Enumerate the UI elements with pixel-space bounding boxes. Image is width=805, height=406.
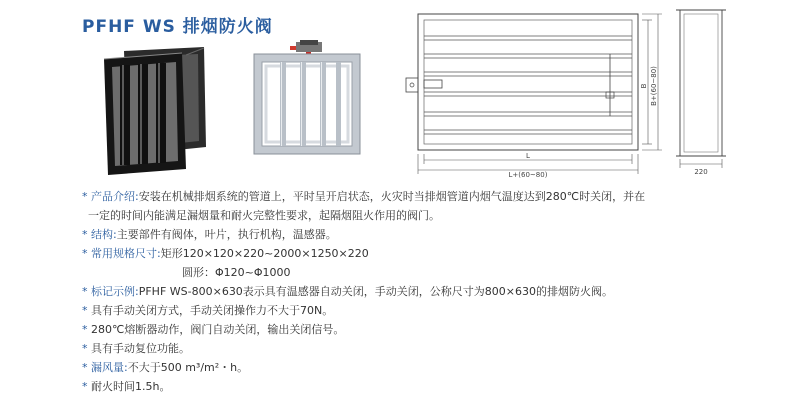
spec-fuse: * 280℃熔断器动作，阀门自动关闭，输出关闭信号。 [82, 323, 345, 336]
dimension-l-label: L [526, 152, 530, 160]
spec-text: 具有手动关闭方式，手动关闭操作力不大于70N。 [91, 304, 334, 317]
dimension-b-label: B [640, 83, 648, 89]
spec-label: 漏风量: [91, 361, 128, 374]
spec-text: 安装在机械排烟系统的管道上，平时呈开启状态，火灾时当排烟管道内烟气温度达到280℃时关闭，并在 [138, 190, 646, 203]
spec-marking: * 标记示例:PFHF WS-800×630表示具有温感器自动关闭，手动关闭，公称尺寸为800×630的排烟防火阀。 [82, 285, 614, 298]
dimension-l-plus-label: L+(60~80) [508, 171, 548, 178]
spec-structure: * 结构:主要部件有阀体，叶片，执行机构，温感器。 [82, 228, 337, 241]
dimension-depth-label: 220 [694, 168, 708, 176]
spec-size: * 常用规格尺寸:矩形120×120×220~2000×1250×220 [82, 247, 369, 260]
galvanized-damper-photo [246, 40, 368, 162]
page-title: PFHF WS 排烟防火阀 [82, 17, 273, 37]
spec-intro-cont [82, 206, 782, 225]
spec-text: 圆形：Φ120~Φ1000 [182, 266, 291, 279]
spec-text: 具有手动复位功能。 [91, 342, 190, 355]
spec-text: 耐火时间1.5h。 [91, 380, 171, 393]
spec-text: 矩形120×120×220~2000×1250×220 [160, 247, 369, 260]
spec-reset: * 具有手动复位功能。 [82, 342, 190, 355]
spec-text: 不大于500 m³/m²・h。 [127, 361, 249, 374]
spec-label: 产品介绍: [91, 190, 139, 203]
spec-fire-resistance: * 耐火时间1.5h。 [82, 380, 171, 393]
spec-text: 280℃熔断器动作，阀门自动关闭，输出关闭信号。 [91, 323, 345, 336]
spec-manual-close: * 具有手动关闭方式，手动关闭操作力不大于70N。 [82, 304, 334, 317]
spec-label: 常用规格尺寸: [91, 247, 161, 260]
black-damper-photo [98, 45, 210, 177]
spec-intro: * 产品介绍:安装在机械排烟系统的管道上，平时呈开启状态，火灾时当排烟管道内烟气温度达到280℃时关闭，并在 [82, 190, 646, 203]
dimension-b-plus-label: B+(60~80) [650, 66, 658, 106]
spec-text: PFHF WS-800×630表示具有温感器自动关闭，手动关闭，公称尺寸为800×630的排烟防火阀。 [138, 285, 614, 298]
technical-drawing [400, 8, 730, 178]
spec-size-round [82, 263, 782, 282]
spec-leakage: * 漏风量:不大于500 m³/m²・h。 [82, 361, 249, 374]
spec-text: 主要部件有阀体，叶片，执行机构，温感器。 [116, 228, 337, 241]
spec-text: 一定的时间内能满足漏烟量和耐火完整性要求，起隔烟阻火作用的阀门。 [88, 209, 440, 222]
spec-list [82, 187, 782, 396]
spec-label: 标记示例: [91, 285, 139, 298]
spec-label: 结构: [91, 228, 117, 241]
